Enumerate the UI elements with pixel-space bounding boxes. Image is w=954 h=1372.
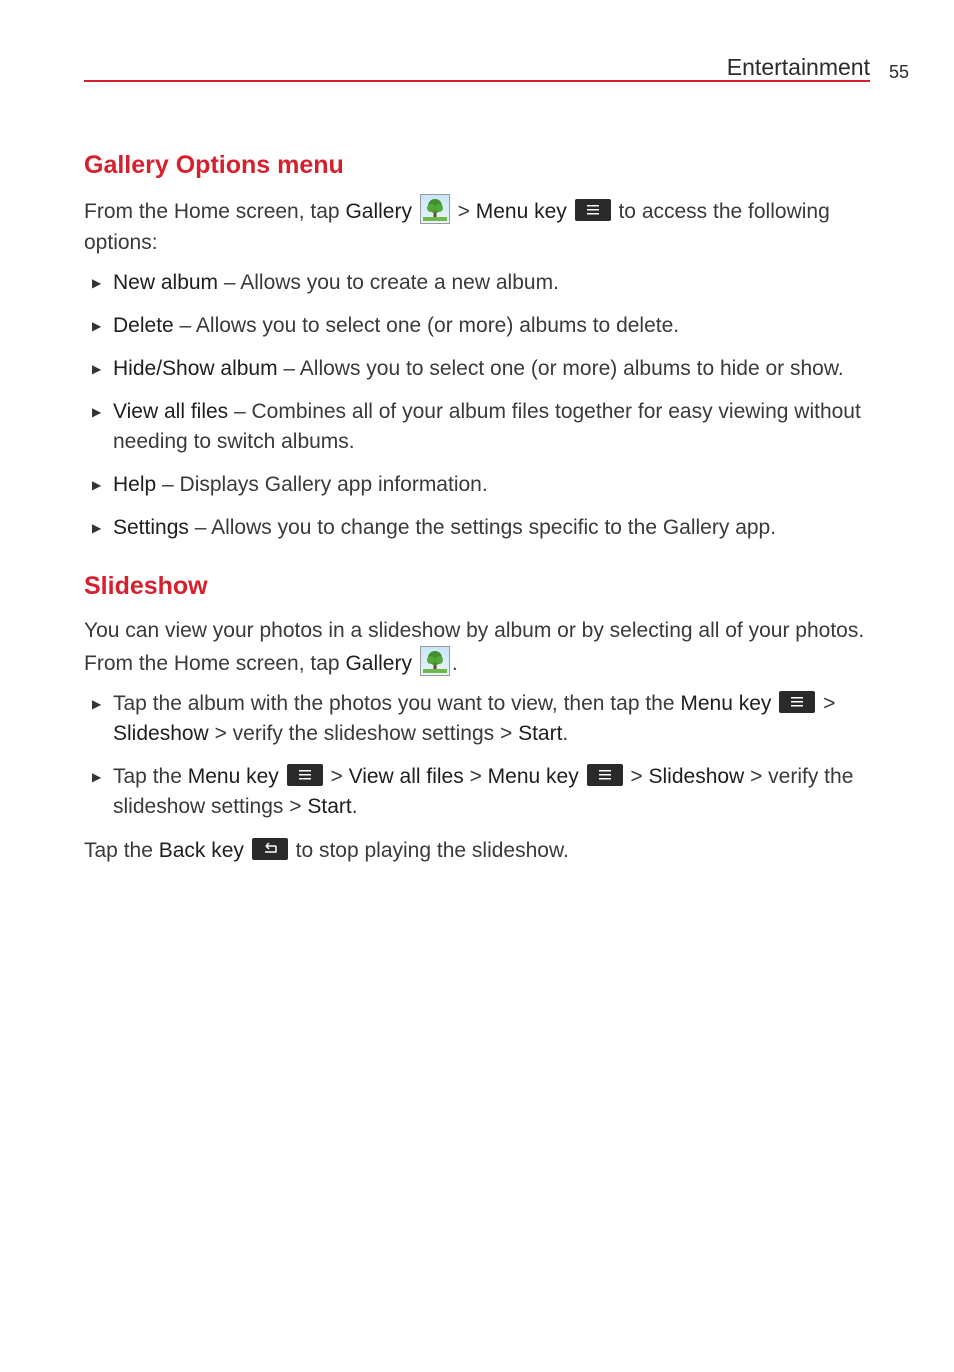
back-key-instruction [84, 835, 874, 866]
intro-separator: > [451, 200, 476, 223]
section-title: Entertainment [726, 54, 870, 80]
bullet-arrow-icon: ▶ [92, 362, 102, 376]
menu-key-label: Menu key [475, 200, 567, 223]
menu-key-icon [779, 691, 815, 713]
step-tail: . [351, 795, 358, 818]
menu-key-label: Menu key [680, 692, 772, 715]
page-header [84, 52, 870, 82]
option-desc: – Allows you to change the settings specific to the Gallery app. [188, 516, 777, 539]
list-item [84, 311, 874, 341]
gallery-label: Gallery [345, 652, 412, 675]
bullet-arrow-icon: ▶ [92, 319, 102, 333]
list-item [84, 354, 874, 384]
back-text: Tap the [84, 839, 159, 862]
page-content [84, 148, 874, 866]
step-text: Tap the [113, 765, 188, 788]
step-separator: > [463, 765, 488, 788]
bullet-arrow-icon: ▶ [92, 478, 102, 492]
slideshow-steps [84, 689, 874, 822]
view-all-files-label: View all files [348, 765, 464, 788]
gallery-options-heading: Gallery Options menu [84, 151, 344, 179]
menu-key-icon [287, 764, 323, 786]
step-separator: > [624, 765, 649, 788]
gallery-app-icon [420, 194, 450, 224]
back-key-label: Back key [158, 839, 244, 862]
back-tail: to stop playing the slideshow. [289, 839, 569, 862]
step-text: > verify the slideshow settings > [208, 722, 519, 745]
option-desc: – Allows you to create a new album. [218, 271, 559, 294]
menu-key-icon [575, 199, 611, 221]
slideshow-label: Slideshow [113, 722, 209, 745]
gallery-options-intro [84, 194, 874, 258]
back-key-icon [252, 838, 288, 860]
step-text: > verify the slideshow settings > [113, 765, 854, 818]
option-desc: – Allows you to select one (or more) albums to hide or show. [277, 357, 844, 380]
gallery-options-list [84, 268, 874, 543]
list-item [84, 470, 874, 500]
bullet-arrow-icon: ▶ [92, 770, 102, 784]
intro-tail: to access the following options: [84, 200, 830, 254]
menu-key-label: Menu key [187, 765, 279, 788]
list-item [84, 762, 874, 822]
bullet-arrow-icon: ▶ [92, 276, 102, 290]
step-separator: > [817, 692, 836, 715]
option-term: New album [113, 271, 219, 294]
list-item [84, 513, 874, 543]
menu-key-icon [587, 764, 623, 786]
option-term: Delete [113, 314, 174, 337]
option-desc: – Displays Gallery app information. [156, 473, 488, 496]
list-item [84, 268, 874, 298]
option-term: Settings [113, 516, 189, 539]
gallery-app-icon [420, 646, 450, 676]
intro-tail: . [451, 652, 458, 675]
intro-text: You can view your photos in a slideshow by album or by selecting all of your photos. From the Home screen, tap [84, 619, 865, 675]
bullet-arrow-icon: ▶ [92, 697, 102, 711]
slideshow-intro [84, 615, 874, 679]
list-item [84, 397, 874, 457]
bullet-arrow-icon: ▶ [92, 405, 102, 419]
step-tail: . [562, 722, 569, 745]
list-item [84, 689, 874, 749]
option-term: Help [113, 473, 157, 496]
intro-text: From the Home screen, tap [84, 200, 346, 223]
option-desc: – Combines all of your album files together for easy viewing without needing to switch albums. [113, 400, 861, 453]
step-separator: > [324, 765, 349, 788]
gallery-label: Gallery [345, 200, 412, 223]
option-desc: – Allows you to select one (or more) albums to delete. [173, 314, 680, 337]
option-term: Hide/Show album [113, 357, 278, 380]
slideshow-label: Slideshow [648, 765, 745, 788]
option-term: View all files [113, 400, 229, 423]
menu-key-label: Menu key [487, 765, 579, 788]
header-rule [84, 80, 870, 82]
step-text: Tap the album with the photos you want to view, then tap the [113, 692, 681, 715]
start-label: Start [518, 722, 563, 745]
start-label: Start [307, 795, 352, 818]
bullet-arrow-icon: ▶ [92, 521, 102, 535]
slideshow-heading: Slideshow [84, 572, 208, 600]
page-number: 55 [889, 62, 910, 82]
